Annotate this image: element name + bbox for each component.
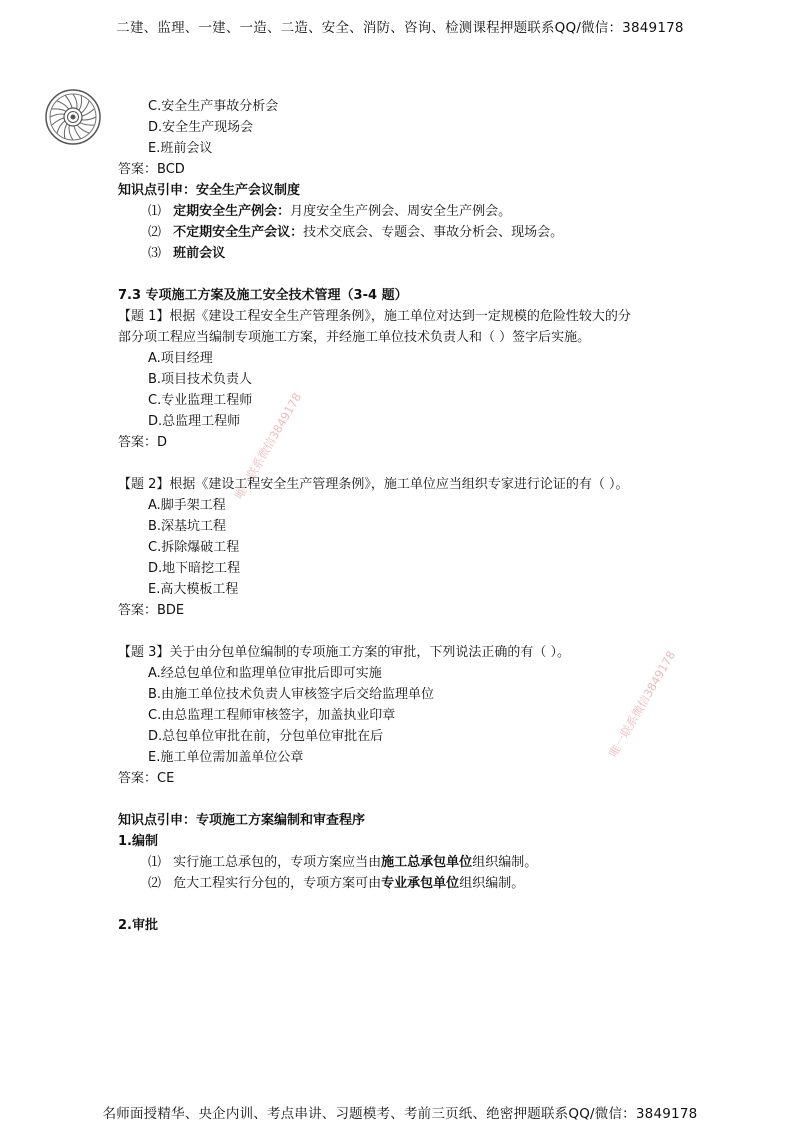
option-c: C.拆除爆破工程 [148, 540, 240, 555]
subheading-compile: 1.编制 [118, 834, 158, 849]
knowledge-item [148, 854, 537, 872]
item-text: 组织编制。 [459, 876, 525, 891]
option-b: B.由施工单位技术负责人审核签字后交给监理单位 [148, 687, 435, 702]
item-number: ⑵ [148, 225, 162, 240]
option-a: A.脚手架工程 [148, 498, 226, 513]
option-b: B.项目技术负责人 [148, 372, 253, 387]
question-3-text: 【题 3】关于由分包单位编制的专项施工方案的审批，下列说法正确的有（ ）。 [118, 645, 571, 660]
option-b: B.深基坑工程 [148, 519, 227, 534]
watermark-1: 唯一联系微信3849178 [231, 390, 305, 502]
rosette-logo-icon [44, 88, 102, 146]
option-d: D.总监理工程师 [148, 414, 241, 429]
option-e: E.高大模板工程 [148, 582, 239, 597]
item-number: ⑵ [148, 876, 162, 891]
subheading-approval: 2.审批 [118, 918, 158, 933]
option-e: E.班前会议 [148, 141, 213, 156]
option-a: A.项目经理 [148, 351, 213, 366]
knowledge-item [148, 203, 511, 221]
answer: 答案：D [118, 435, 168, 450]
knowledge-item [148, 875, 524, 893]
item-text: 危大工程实行分包的，专项方案可由 [173, 876, 382, 891]
question-1-text-cont: 部分项工程应当编制专项施工方案，并经施工单位技术负责人和（ ）签字后实施。 [118, 330, 591, 345]
option-d: D.总包单位审批在前，分包单位审批在后 [148, 729, 384, 744]
page-header: 二建、监理、一建、一造、二造、安全、消防、咨询、检测课程押题联系QQ/微信：3849178 [116, 20, 684, 36]
option-c: C.安全生产事故分析会 [148, 99, 279, 114]
answer: 答案：CE [118, 771, 175, 786]
answer: 答案：BCD [118, 162, 185, 177]
item-text: 实行施工总承包的，专项方案应当由 [173, 855, 382, 870]
page-footer: 名师面授精华、央企内训、考点串讲、习题模考、考前三页纸、绝密押题联系QQ/微信：3849178 [102, 1106, 698, 1122]
option-c: C.由总监理工程师审核签字，加盖执业印章 [148, 708, 396, 723]
option-c: C.专业监理工程师 [148, 393, 253, 408]
option-d: D.安全生产现场会 [148, 120, 254, 135]
item-term: 定期安全生产例会： [173, 204, 291, 219]
item-term: 施工总承包单位 [381, 855, 473, 870]
item-term: 不定期安全生产会议： [173, 225, 304, 240]
option-e: E.施工单位需加盖单位公章 [148, 750, 304, 765]
knowledge-item [148, 224, 563, 242]
item-text: 月度安全生产例会、周安全生产例会。 [290, 204, 512, 219]
answer: 答案：BDE [118, 603, 185, 618]
item-term: 专业承包单位 [381, 876, 460, 891]
option-a: A.经总包单位和监理单位审批后即可实施 [148, 666, 382, 681]
knowledge-point-heading: 知识点引申：安全生产会议制度 [118, 183, 301, 198]
section-heading: 7.3 专项施工方案及施工安全技术管理（3-4 题） [118, 288, 408, 303]
knowledge-point-heading: 知识点引申：专项施工方案编制和审查程序 [118, 813, 366, 828]
question-1-text: 【题 1】根据《建设工程安全生产管理条例》，施工单位对达到一定规模的危险性较大的分 [118, 309, 631, 324]
item-text: 技术交底会、专题会、事故分析会、现场会。 [303, 225, 564, 240]
option-d: D.地下暗挖工程 [148, 561, 241, 576]
item-term: 班前会议 [173, 246, 226, 261]
knowledge-item [148, 245, 225, 263]
item-text: 组织编制。 [472, 855, 538, 870]
item-number: ⑶ [148, 246, 162, 261]
item-number: ⑴ [148, 855, 162, 870]
item-number: ⑴ [148, 204, 162, 219]
question-2-text: 【题 2】根据《建设工程安全生产管理条例》，施工单位应当组织专家进行论证的有（ ）。 [118, 477, 629, 492]
watermark-2: 唯一联系微信3849178 [605, 648, 679, 760]
